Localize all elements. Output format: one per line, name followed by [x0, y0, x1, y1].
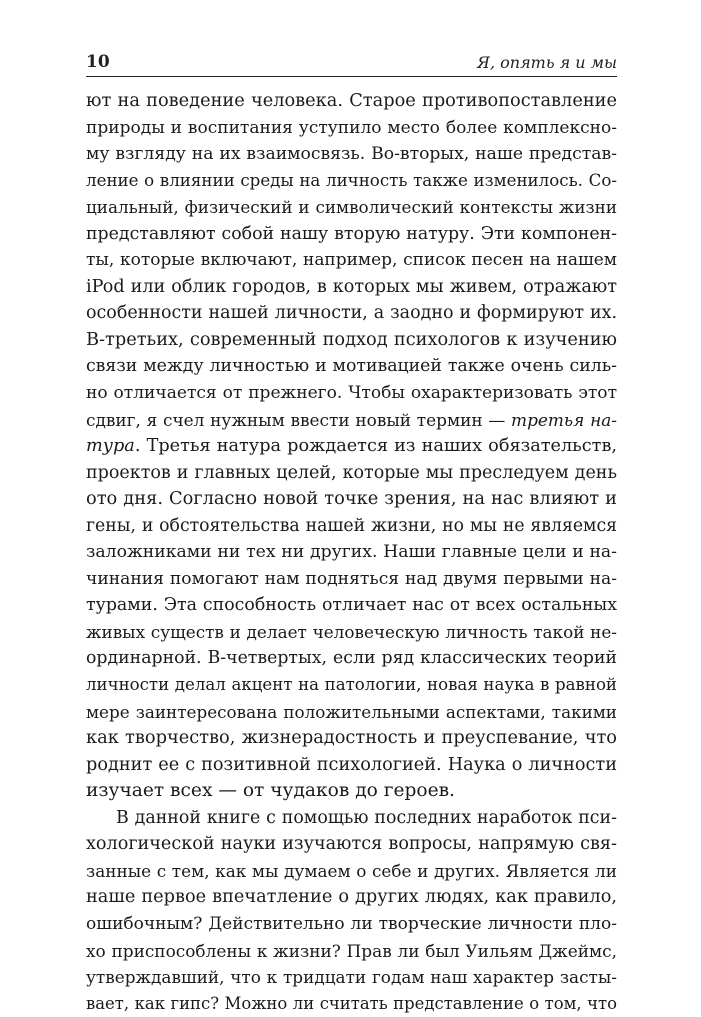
text-line: роднит ее с позитивной психологией. Наука о личности	[86, 754, 617, 775]
running-title: Я, опять я и мы	[477, 53, 617, 72]
text-line: ординарной. В-четвертых, если ряд классических теорий	[86, 648, 617, 669]
text-line: турами. Эта способность отличает нас от всех остальных	[86, 595, 617, 616]
paragraph	[86, 88, 617, 805]
text-line: му взгляду на их взаимосвязь. Во-вторых, наше представ-	[86, 144, 617, 165]
paragraph	[86, 805, 617, 1017]
text-run: сдвиг, я счел нужным ввести новый термин —	[86, 409, 512, 430]
text-line: особенности нашей личности, а заодно и формируют их.	[86, 303, 617, 324]
text-line	[86, 433, 617, 460]
italic-term: тура	[86, 436, 135, 457]
page-number: 10	[86, 52, 110, 72]
text-line: личности делал акцент на патологии, новая наука в равной	[86, 675, 617, 695]
text-line: мере заинтересована положительными аспектами, такими	[86, 701, 617, 722]
text-line	[86, 407, 617, 434]
text-line: проектов и главных целей, которые мы преследуем день	[86, 462, 617, 483]
text-line: циальный, физический и символический контексты жизни	[86, 197, 617, 218]
text-line: занные с тем, как мы думаем о себе и других. Является ли	[86, 860, 617, 881]
header-rule	[86, 76, 617, 77]
text-line: наше первое впечатление о других людях, как правило,	[86, 887, 617, 908]
text-line: вает, как гипс? Можно ли считать представление о том, что	[86, 993, 617, 1013]
text-line: хо приспособлены к жизни? Прав ли был Уильям Джеймс,	[86, 940, 617, 961]
text-line: ото дня. Согласно новой точке зрения, на нас влияют и	[86, 488, 617, 510]
text-line: хологической науки изучаются вопросы, напрямую свя-	[86, 834, 617, 855]
body-text	[86, 88, 617, 1017]
page-header	[86, 50, 617, 76]
text-line: утверждавший, что к тридцати годам наш характер засты-	[86, 967, 617, 988]
text-line: В данной книге с помощью последних наработок пси-	[116, 807, 617, 828]
text-line: гены, и обстоятельства нашей жизни, но мы не являемся	[86, 515, 617, 536]
text-line: связи между личностью и мотивацией также очень силь-	[86, 356, 617, 377]
text-line: заложниками ни тех ни других. Наши главные цели и на-	[86, 542, 617, 563]
text-line: природы и воспитания уступило место более комплексно-	[86, 117, 617, 138]
italic-term: третья на-	[511, 409, 617, 430]
text-run: . Третья натура рождается из наших обязательств,	[134, 436, 617, 457]
text-line: ление о влиянии среды на личность также изменилось. Со-	[86, 170, 617, 190]
text-line: живых существ и делает человеческую личность такой не-	[86, 621, 617, 642]
text-line: ошибочным? Действительно ли творческие личности пло-	[86, 913, 617, 934]
text-line: чинания помогают нам подняться над двумя первыми на-	[86, 568, 617, 589]
text-line: iPod или облик городов, в которых мы живем, отражают	[86, 276, 617, 297]
text-line: изучает всех — от чудаков до героев.	[86, 780, 455, 802]
text-line: представляют собой нашу вторую натуру. Эти компонен-	[86, 223, 617, 244]
text-line: В-третьих, современный подход психологов к изучению	[86, 329, 617, 350]
text-line: как творчество, жизнерадостность и преуспевание, что	[86, 727, 617, 749]
text-line: ют на поведение человека. Старое противопоставление	[86, 91, 617, 111]
text-line: но отличается от прежнего. Чтобы охарактеризовать этот	[86, 383, 617, 404]
text-line: ты, которые включают, например, список песен на нашем	[86, 250, 617, 271]
